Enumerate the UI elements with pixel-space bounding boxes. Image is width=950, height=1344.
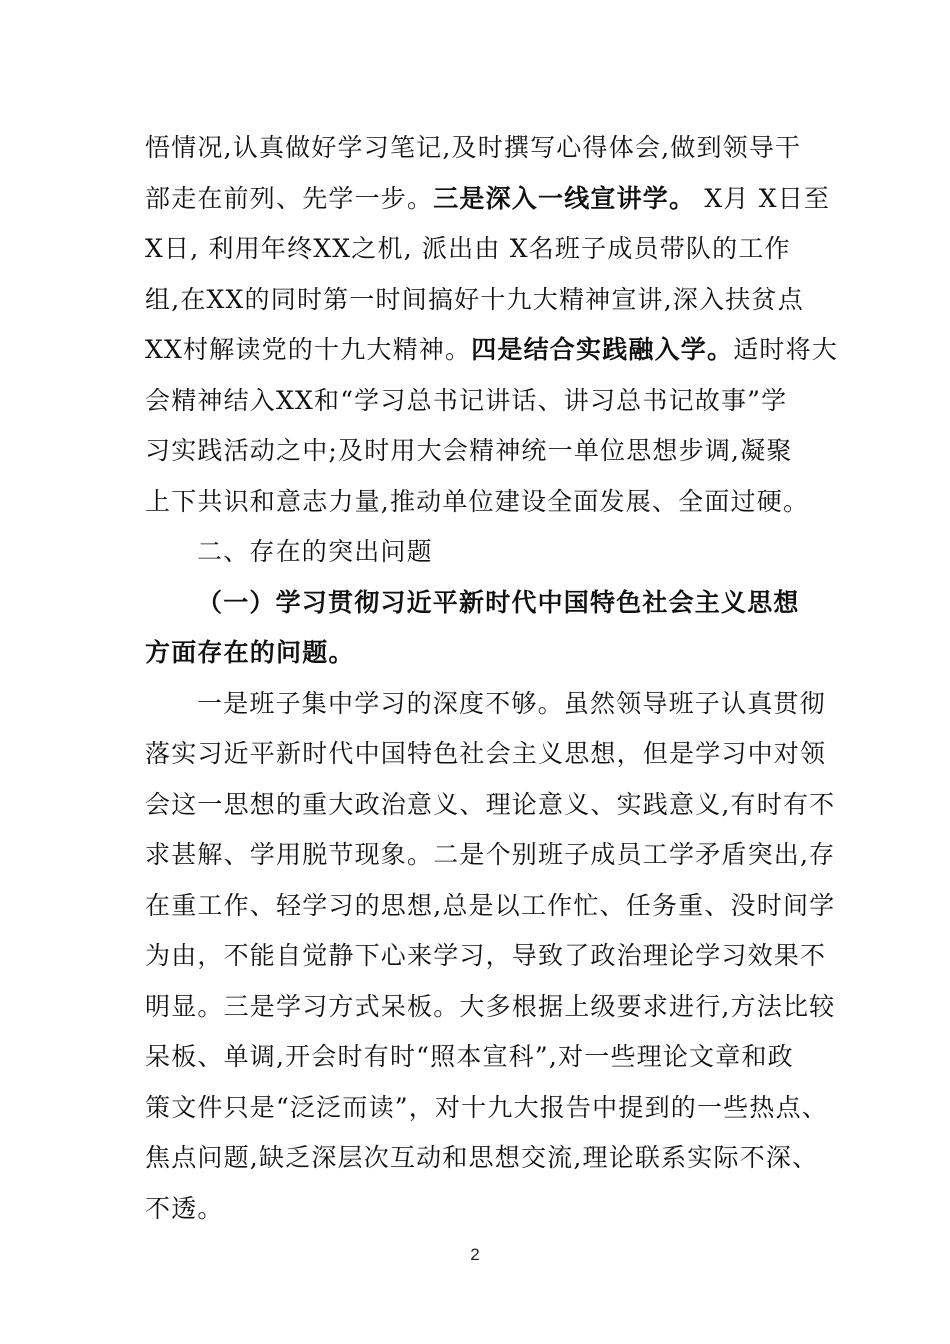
subsection-heading-continued: 方面存在的问题。 [145, 638, 355, 667]
section-heading: 二、存在的突出问题 [197, 537, 433, 566]
paragraph-line [145, 325, 839, 376]
paragraph-line: 习实践活动之中;及时用大会精神统一单位思想步调,凝聚 [145, 436, 793, 465]
page-number: 2 [470, 1245, 480, 1264]
paragraph-line: 策文件只是“泛泛而读”，对十九大报告中提到的一些热点、 [145, 1092, 828, 1122]
paragraph-line: 求甚解、学用脱节现象。二是个别班子成员工学矛盾突出,存 [145, 840, 836, 869]
paragraph-line: 一是班子集中学习的深度不够。虽然领导班子认真贯彻 [197, 688, 826, 718]
paragraph-line: 为由，不能自觉静下心来学习，导致了政治理论学习效果不 [145, 941, 827, 970]
paragraph-line: 在重工作、轻学习的思想,总是以工作忙、任务重、没时间学 [145, 890, 836, 920]
paragraph-line: 上下共识和意志力量,推动单位建设全面发展、全面过硬。 [145, 486, 810, 516]
text-run: 部走在前列、先学一步。 [145, 183, 434, 213]
paragraph-line: 组,在XX的同时第一时间搞好十九大精神宣讲,深入扶贫点 [145, 284, 804, 314]
text-run: 适时将大 [733, 335, 839, 364]
paragraph-line: 呆板、单调,开会时有时“照本宣科”,对一些理论文章和政 [145, 1042, 794, 1071]
paragraph-line: 明显。三是学习方式呆板。大多根据上级要求进行,方法比较 [145, 991, 836, 1021]
paragraph-line: X日, 利用年终XX之机, 派出由 X名班子成员带队的工作 [145, 234, 791, 263]
bold-lead-phrase: 三是深入一线宣讲学。 [433, 183, 696, 213]
paragraph-line: 落实习近平新时代中国特色社会主义思想，但是学习中对领 [145, 739, 827, 768]
bold-lead-phrase: 四是结合实践融入学。 [471, 335, 734, 364]
text-run: XX村解读党的十九大精神。 [145, 335, 472, 364]
paragraph-line: 焦点问题,缺乏深层次互动和思想交流,理论联系实际不深、 [145, 1143, 819, 1172]
subsection-heading: （一）学习贯彻习近平新时代中国特色社会主义思想 [197, 587, 800, 617]
paragraph-line [145, 174, 831, 225]
document-body [145, 123, 839, 1234]
paragraph-line: 悟情况,认真做好学习笔记,及时撰写心得体会,做到领导干 [145, 133, 802, 162]
paragraph-line: 不透。 [145, 1193, 224, 1223]
text-run: X月 X日至 [695, 183, 831, 213]
paragraph-line: 会精神结入XX和“学习总书记讲话、讲习总书记故事”学 [145, 385, 788, 415]
paragraph-line: 会这一思想的重大政治意义、理论意义、实践意义,有时有不 [145, 789, 836, 819]
